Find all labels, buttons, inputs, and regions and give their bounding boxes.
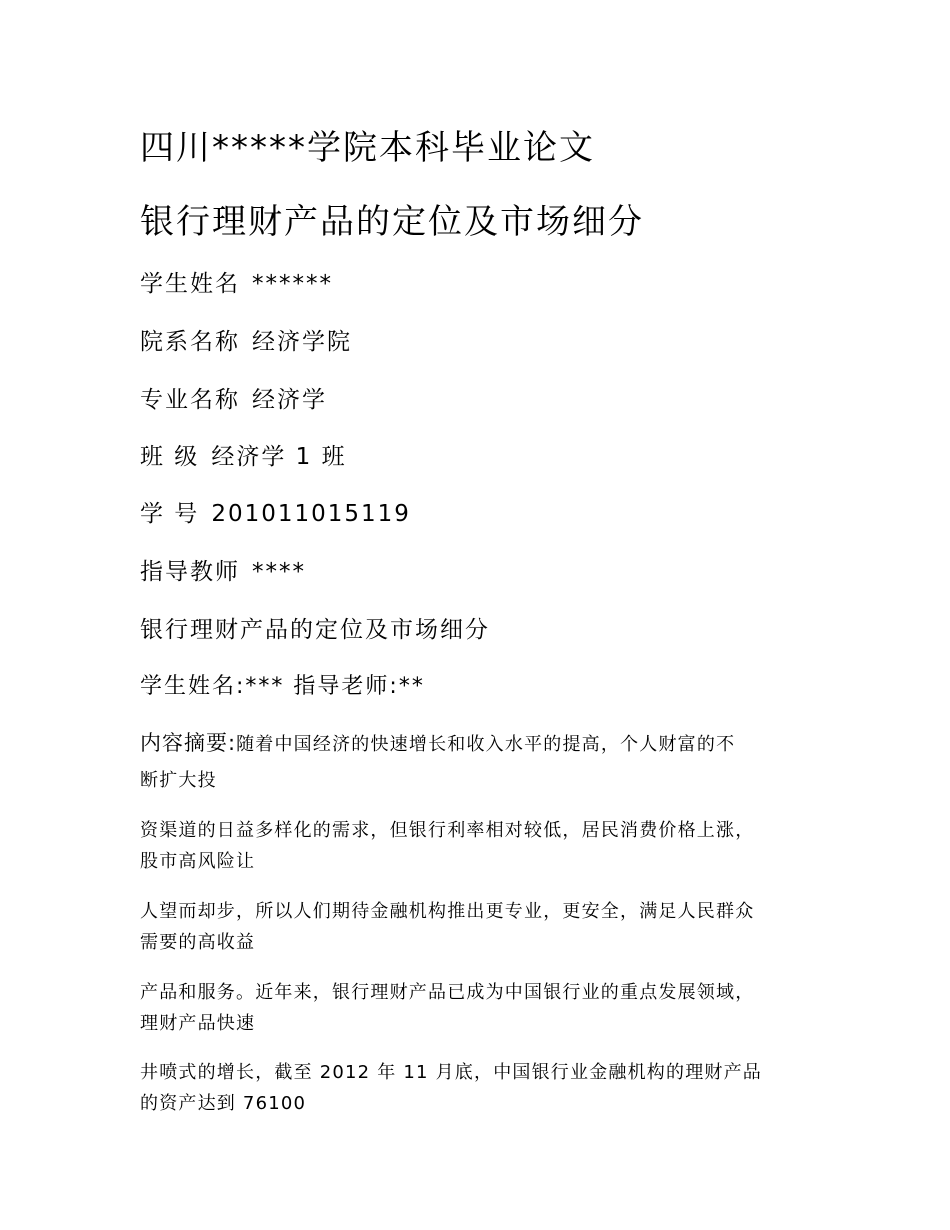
field-label: 班 级 bbox=[140, 444, 200, 470]
cover-field-student-name bbox=[140, 273, 333, 296]
field-value: 经济学 1 班 bbox=[211, 444, 347, 470]
abstract-line: 井喷式的增长，截至 2012 年 11 月底，中国银行业金融机构的理财产品 bbox=[140, 1062, 762, 1083]
abstract-line: 断扩大投 bbox=[140, 770, 217, 791]
field-value: 201011015119 bbox=[211, 501, 411, 527]
field-value: **** bbox=[252, 559, 306, 585]
cover-field-department bbox=[140, 331, 352, 354]
student-advisor-line: 学生姓名:*** 指导老师:** bbox=[140, 674, 425, 699]
cover-field-major bbox=[140, 389, 327, 412]
cover-field-student-id bbox=[140, 503, 411, 526]
abstract-line: 理财产品快速 bbox=[140, 1013, 256, 1034]
abstract-line: 需要的高收益 bbox=[140, 932, 256, 953]
thesis-title: 银行理财产品的定位及市场细分 bbox=[140, 202, 644, 242]
field-value: 经济学院 bbox=[252, 329, 352, 355]
abstract-line: 股市高风险让 bbox=[140, 851, 256, 872]
abstract-line: 随着中国经济的快速增长和收入水平的提高，个人财富的不 bbox=[236, 734, 736, 755]
abstract-line: 产品和服务。近年来，银行理财产品已成为中国银行业的重点发展领域， bbox=[140, 982, 755, 1003]
abstract-first-line bbox=[140, 733, 735, 754]
field-label: 专业名称 bbox=[140, 387, 240, 413]
abstract-line: 资渠道的日益多样化的需求，但银行利率相对较低，居民消费价格上涨， bbox=[140, 820, 755, 841]
cover-field-advisor bbox=[140, 561, 306, 584]
cover-field-class bbox=[140, 446, 347, 469]
abstract-label: 内容摘要: bbox=[140, 731, 237, 755]
abstract-line: 的资产达到 76100 bbox=[140, 1093, 307, 1114]
field-label: 院系名称 bbox=[140, 329, 240, 355]
field-label: 学生姓名 bbox=[140, 271, 240, 297]
field-value: 经济学 bbox=[252, 387, 327, 413]
abstract-line: 人望而却步，所以人们期待金融机构推出更专业，更安全，满足人民群众 bbox=[140, 901, 755, 922]
field-label: 指导教师 bbox=[140, 559, 240, 585]
field-value: ****** bbox=[252, 271, 333, 297]
field-label: 学 号 bbox=[140, 501, 200, 527]
body-title: 银行理财产品的定位及市场细分 bbox=[140, 617, 490, 643]
school-title: 四川*****学院本科毕业论文 bbox=[140, 128, 595, 168]
